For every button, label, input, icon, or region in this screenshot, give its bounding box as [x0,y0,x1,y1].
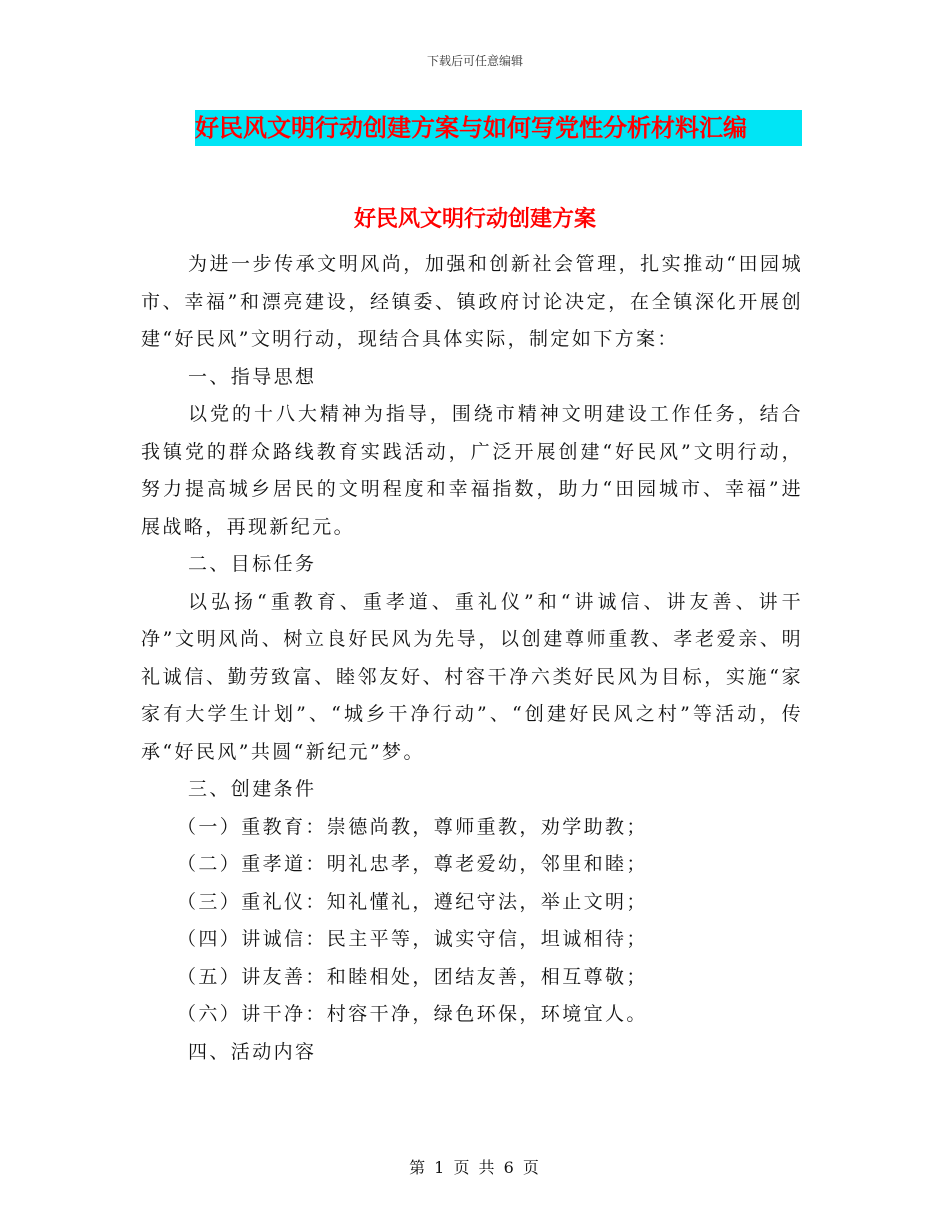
section-title: 好民风文明行动创建方案 [353,207,596,232]
document-title: 好民风文明行动创建方案与如何写党性分析材料汇编 [195,114,747,142]
heading-objectives: 二、目标任务 [188,553,317,575]
list-item: （一）重教育：崇德尚教，尊师重教，劝学助教； [177,815,648,838]
list-item: （三）重礼仪：知礼懂礼，遵纪守法，举止文明； [177,890,648,913]
page-footer: 第 1 页 共 6 页 [409,1158,541,1177]
paragraph-guiding-ideology: 以党的十八大精神为指导，围绕市精神文明建设工作任务，结合我镇党的群众路线教育实践活动，广泛开展创建“好民风”文明行动，努力提高城乡居民的文明程度和幸福指数，助力“田园城市、幸福”进展战略，再现新纪元。 [141,403,803,538]
list-item: （四）讲诚信：民主平等，诚实守信，坦诚相待； [177,928,648,950]
paragraph-intro: 为进一步传承文明风尚，加强和创新社会管理，扎实推动“田园城市、幸福”和漂亮建设，经镇委、镇政府讨论决定，在全镇深化开展创建“好民风”文明行动，现结合具体实际，制定如下方案： [141,253,803,350]
list-item: （二）重孝道：明礼忠孝，尊老爱幼，邻里和睦； [177,853,648,875]
page-header-note: 下载后可任意编辑 [426,54,523,68]
heading-activities: 四、活动内容 [188,1040,317,1063]
list-item: （五）讲友善：和睦相处，团结友善，相互尊敬； [177,965,648,988]
heading-conditions: 三、创建条件 [188,778,317,800]
document-body [141,246,803,1071]
heading-guiding-ideology: 一、指导思想 [188,365,317,388]
list-item: （六）讲干净：村容干净，绿色环保，环境宜人。 [177,1003,648,1025]
paragraph-objectives: 以弘扬“重教育、重孝道、重礼仪”和“讲诚信、讲友善、讲干净”文明风尚、树立良好民风为先导，以创建尊师重教、孝老爱亲、明礼诚信、勤劳致富、睦邻友好、村容干净六类好民风为目标，实施“家家有大学生计划”、“城乡干净行动”、“创建好民风之村”等活动，传承“好民风”共圆“新纪元”梦。 [141,590,803,763]
